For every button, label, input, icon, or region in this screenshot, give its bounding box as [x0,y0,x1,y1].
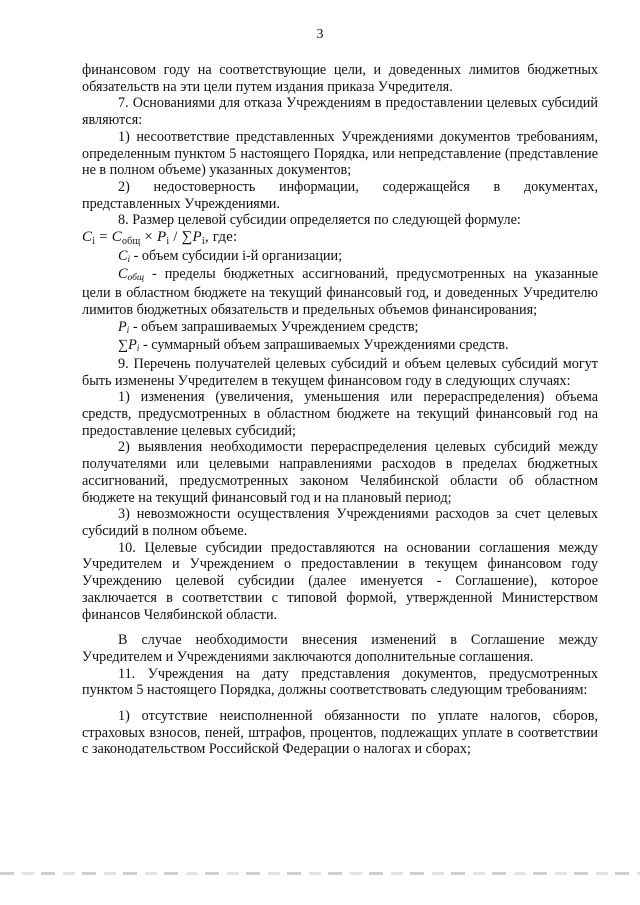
formula-times: × [140,229,157,246]
definition-ci-symbol: C [118,247,128,264]
paragraph-item-8: 8. Размер целевой субсидии определяется по следующей формуле: [118,212,521,229]
paragraph-item-7-1: 1) несоответствие представленных Учреждениями документов требованиям, определенным пунктом 5 настоящего Порядка, или непредставление (представление не в полном объеме) указанных документов; [82,128,598,179]
definition-ci [82,248,598,267]
definition-pi [82,319,598,338]
formula-equals: = [95,229,112,246]
formula-sum-pi: P [192,229,202,246]
paragraph-item-11-1: 1) отсутствие неисполненной обязанности по уплате налогов, сборов, страховых взносов, пеней, штрафов, процентов, подлежащих уплате в соответствии с законодательством Российской Федерации о налогах и сборах; [82,708,598,758]
paragraph-item-10: 10. Целевые субсидии предоставляются на основании соглашения между Учредителем и Учреждением о предоставлении в текущем финансовом году Учреждению целевой субсидии (далее именуется - Соглашение), которое заключается в соответствии с типовой формой, утвержденной Министерством финансов Челябинской области. [82,539,598,623]
definition-sum-pi-sub: i [136,344,140,355]
definition-ci-text: - объем субсидии i-й организации; [130,247,343,264]
paragraph-amendments: В случае необходимости внесения изменений в Соглашение между Учредителем и Учреждениями заключаются дополнительные соглашения. [82,632,598,665]
definition-pi-sub: i [126,325,130,336]
scan-edge-artifact [0,872,640,875]
formula-ci-sub: i [92,236,96,248]
formula-c-total-sub: общ [121,236,141,248]
definition-sum-pi [82,337,598,356]
formula-pi-sub: i [166,236,170,248]
definition-c-total-symbol: C [118,266,128,283]
paragraph-item-7: 7. Основаниями для отказа Учреждениям в предоставлении целевых субсидий являются: [82,95,598,129]
definition-ci-sub: i [127,254,131,265]
page-number: 3 [316,27,324,42]
formula-ci: C [82,229,93,246]
paragraph-item-11: 11. Учреждения на дату представления документов, предусмотренных пунктом 5 настоящего Порядка, должны соответствовать следующим требованиям: [82,665,598,699]
formula-pi: P [156,229,167,246]
subsidy-formula [82,229,598,248]
paragraph-item-9-1: 1) изменения (увеличения, уменьшения или перераспределения) объема средств, предусмотренных в областном бюджете на текущий финансовый год на предоставление целевых субсидий; [82,389,598,439]
definition-pi-text: - объем запрашиваемых Учреждением средств; [129,318,419,335]
formula-c-total: C [111,229,122,246]
definition-c-total-sub: общ [127,273,145,284]
definition-c-total [82,266,598,318]
document-body [82,62,598,758]
paragraph-item-9-3: 3) невозможности осуществления Учреждениями расходов за счет целевых субсидий в полном объеме. [82,506,598,539]
paragraph-item-9-2: 2) выявления необходимости перераспределения целевых субсидий между получателями или целевыми направлениями расходов в пределах бюджетных ассигнований, предусмотренных законом Челябинской области об областном бюджете на текущий финансовый год и на плановый период; [82,439,598,506]
definition-sum-pi-text: - суммарный объем запрашиваемых Учреждениями средств. [139,337,509,354]
paragraph-item-9: 9. Перечень получателей целевых субсидий и объем целевых субсидий могут быть изменены Учредителем в текущем финансовом году в следующих случаях: [82,355,598,389]
formula-divide-sum: / ∑ [169,229,193,246]
paragraph-item-7-2: 2) недостоверность информации, содержащейся в документах, представленных Учреждениями. [82,178,598,212]
formula-sum-pi-sub: i [201,236,205,248]
definition-c-total-text: - пределы бюджетных ассигнований, предусмотренных на указанные цели в областном бюджете на текущий финансовый год, и доведенных Учредителю лимитов бюджетных обязательств и предельных объемов финансирования; [82,266,598,318]
definition-pi-symbol: P [118,318,127,335]
paragraph-continuation: финансовом году на соответствующие цели, и доведенных лимитов бюджетных обязательств на эти цели путем издания приказа Учредителя. [82,62,598,95]
definition-sum-pi-symbol: ∑P [118,337,137,354]
formula-where: , где: [204,229,238,246]
